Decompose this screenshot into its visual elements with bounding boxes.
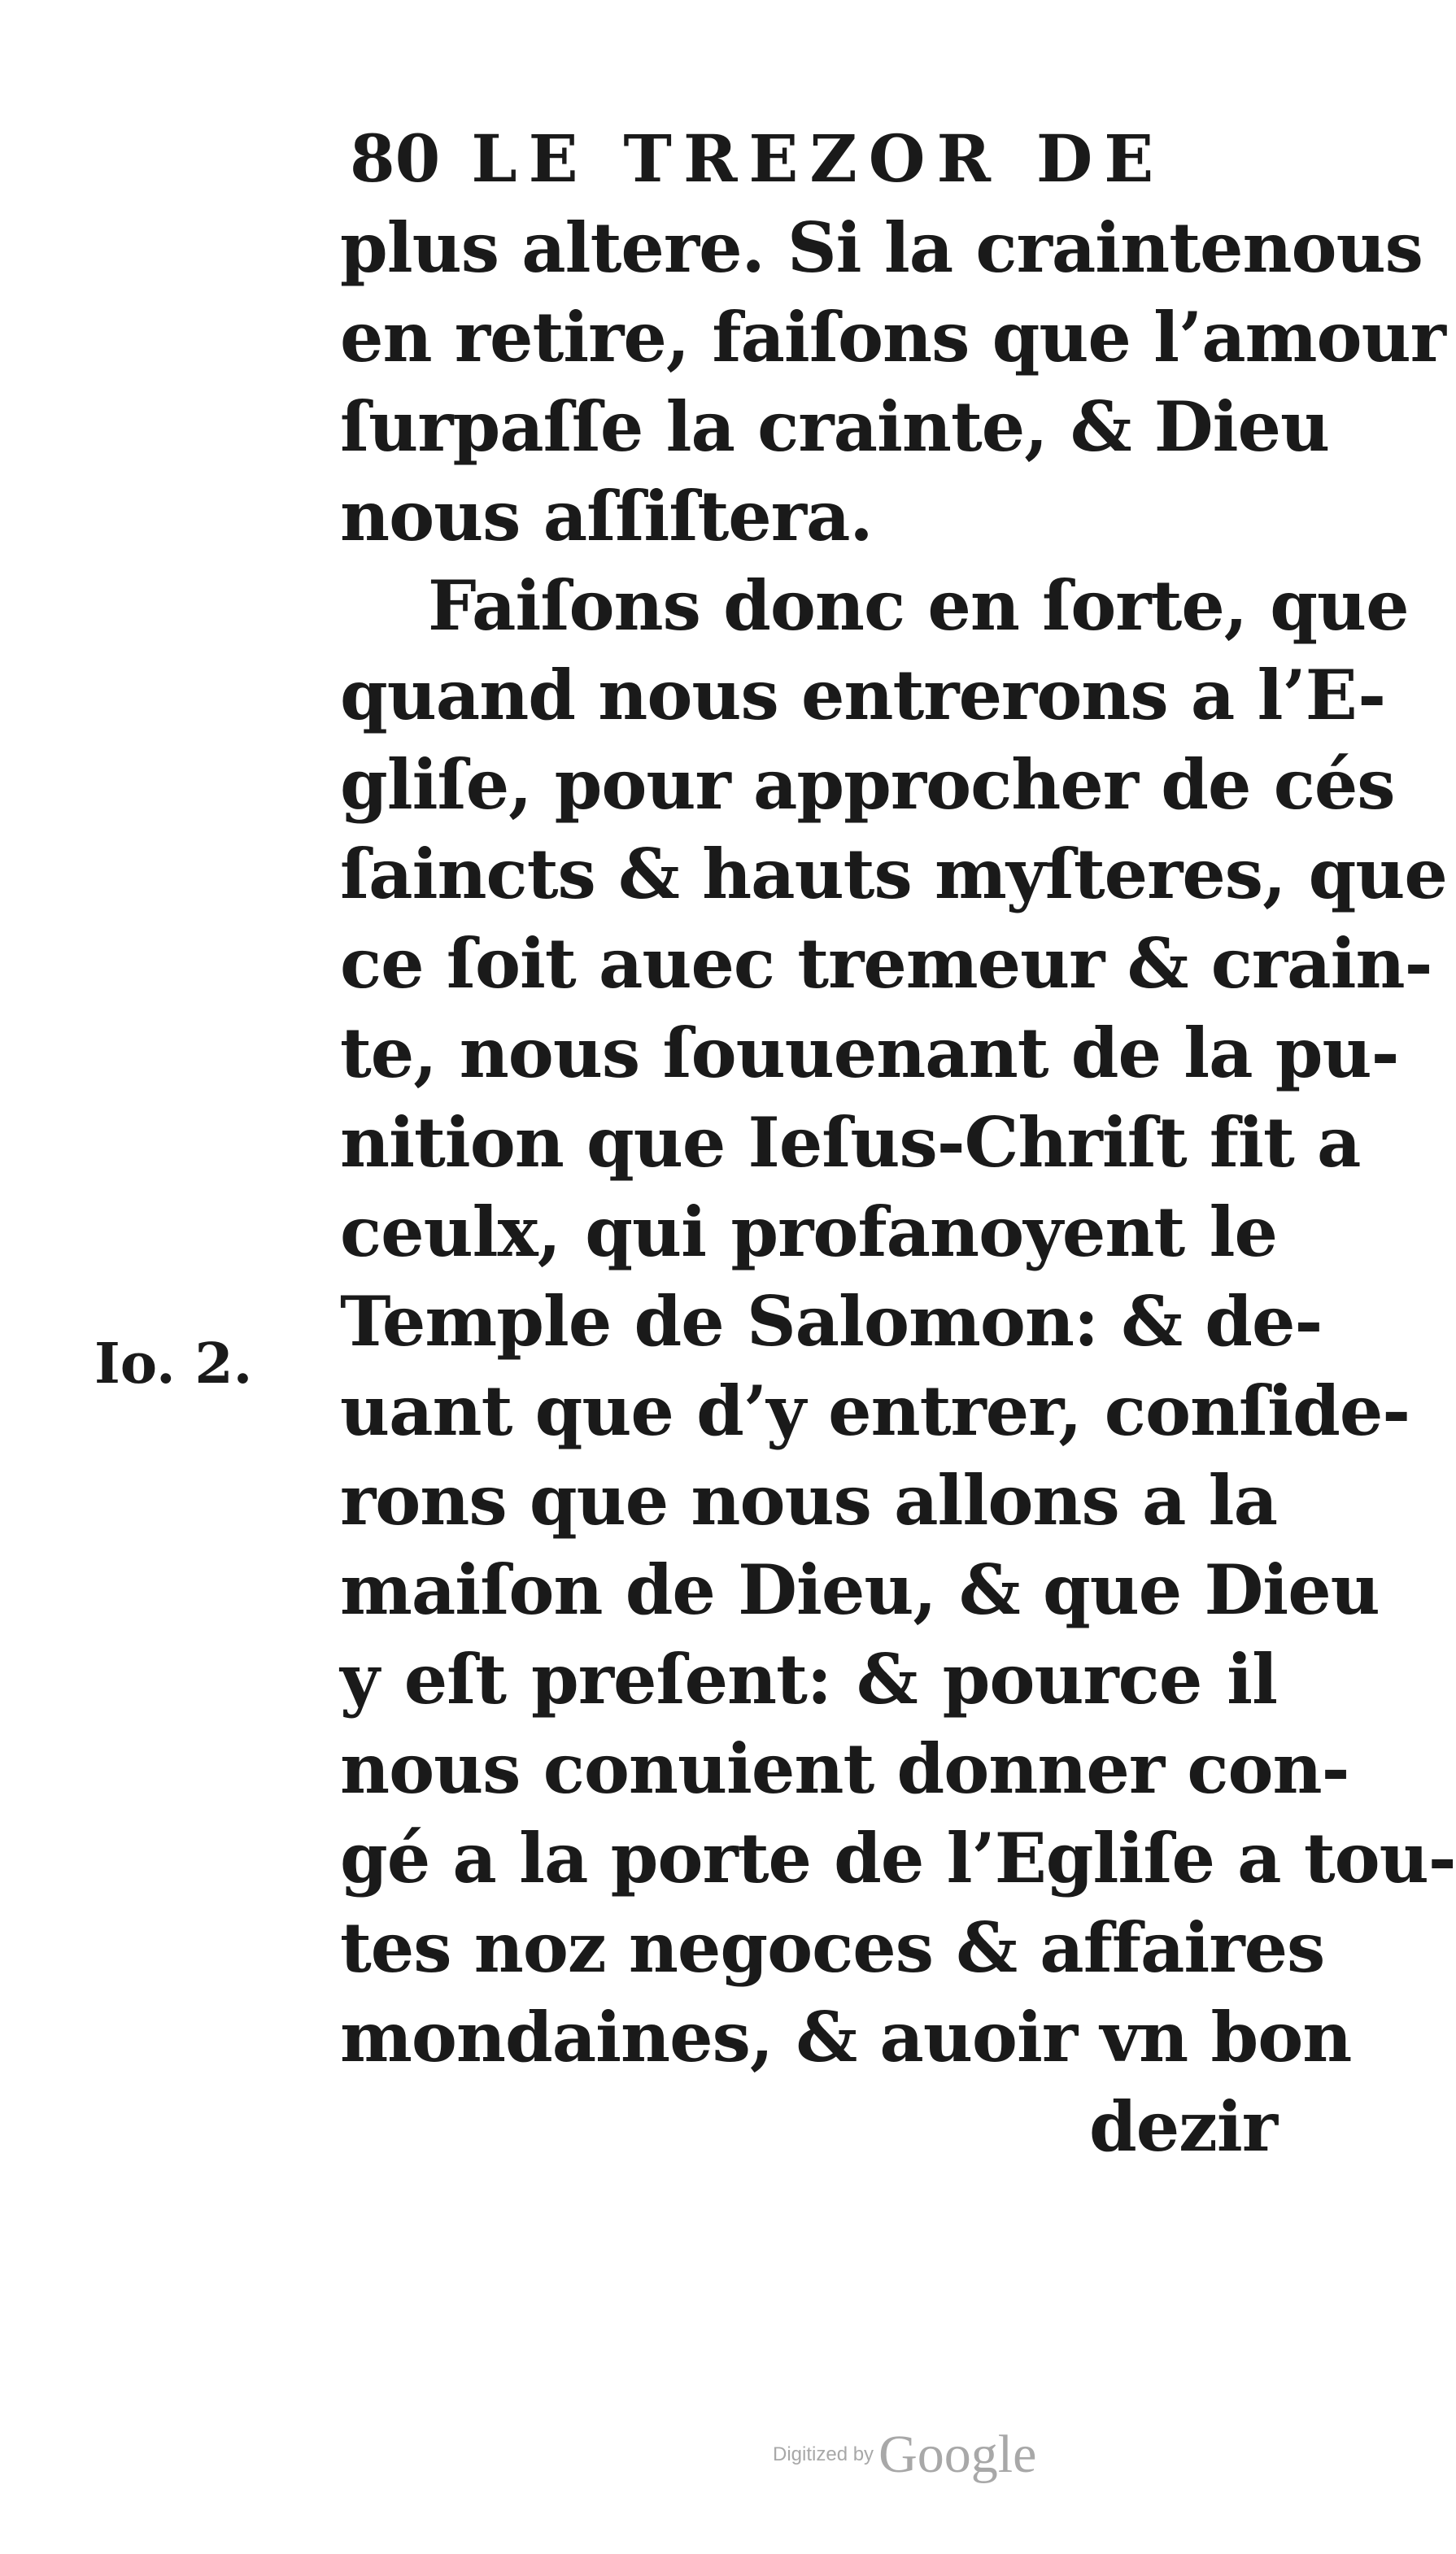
text-line: plus altere. Si la craintenous — [340, 207, 1423, 288]
text-line: te, nous ſouuenant de la pu- — [340, 1013, 1399, 1093]
text-line: en retire, faiſons que l’amour — [340, 297, 1445, 377]
digitized-prefix: Digitized by — [773, 2443, 874, 2465]
text-line: maiſon de Dieu, & que Dieu — [340, 1549, 1380, 1630]
text-line: mondaines, & auoir vn bon — [340, 1997, 1352, 2077]
page-number: 80 — [350, 120, 441, 197]
text-line: nition que Ieſus-Chriſt fit a — [340, 1102, 1361, 1183]
text-line: nous conuient donner con- — [340, 1728, 1349, 1809]
text-line: rons que nous allons a la — [340, 1460, 1277, 1541]
text-line: ceulx, qui profanoyent le — [340, 1192, 1277, 1272]
catchword: dezir — [1088, 2086, 1277, 2167]
google-logo: Google — [878, 2425, 1037, 2484]
text-line: tes noz negoces & affaires — [340, 1907, 1325, 1988]
text-line: ſurpaſſe la crainte, & Dieu — [340, 386, 1330, 467]
text-line: quand nous entrerons a l’E- — [340, 655, 1386, 735]
text-line: ſaincts & hauts myſteres, que — [340, 834, 1447, 914]
text-line: nous aſſiſtera. — [340, 476, 873, 556]
page-header — [350, 114, 1285, 203]
text-line: Temple de Salomon: & de- — [340, 1281, 1323, 1362]
text-line: uant que d’y entrer, conſide- — [340, 1371, 1410, 1451]
text-line: gliſe, pour approcher de cés — [340, 744, 1395, 825]
margin-note: Io. 2. — [94, 1331, 253, 1397]
running-title: LE TREZOR DE — [471, 120, 1166, 197]
text-line: ce ſoit auec tremeur & crain- — [340, 923, 1432, 1004]
digitized-watermark — [773, 2422, 1036, 2487]
text-line: Faiſons donc en ſorte, que — [428, 565, 1409, 646]
text-line: gé a la porte de l’Egliſe a tou- — [340, 1818, 1456, 1898]
text-line: y eſt preſent: & pource il — [340, 1639, 1277, 1719]
body-text — [340, 203, 1456, 2172]
